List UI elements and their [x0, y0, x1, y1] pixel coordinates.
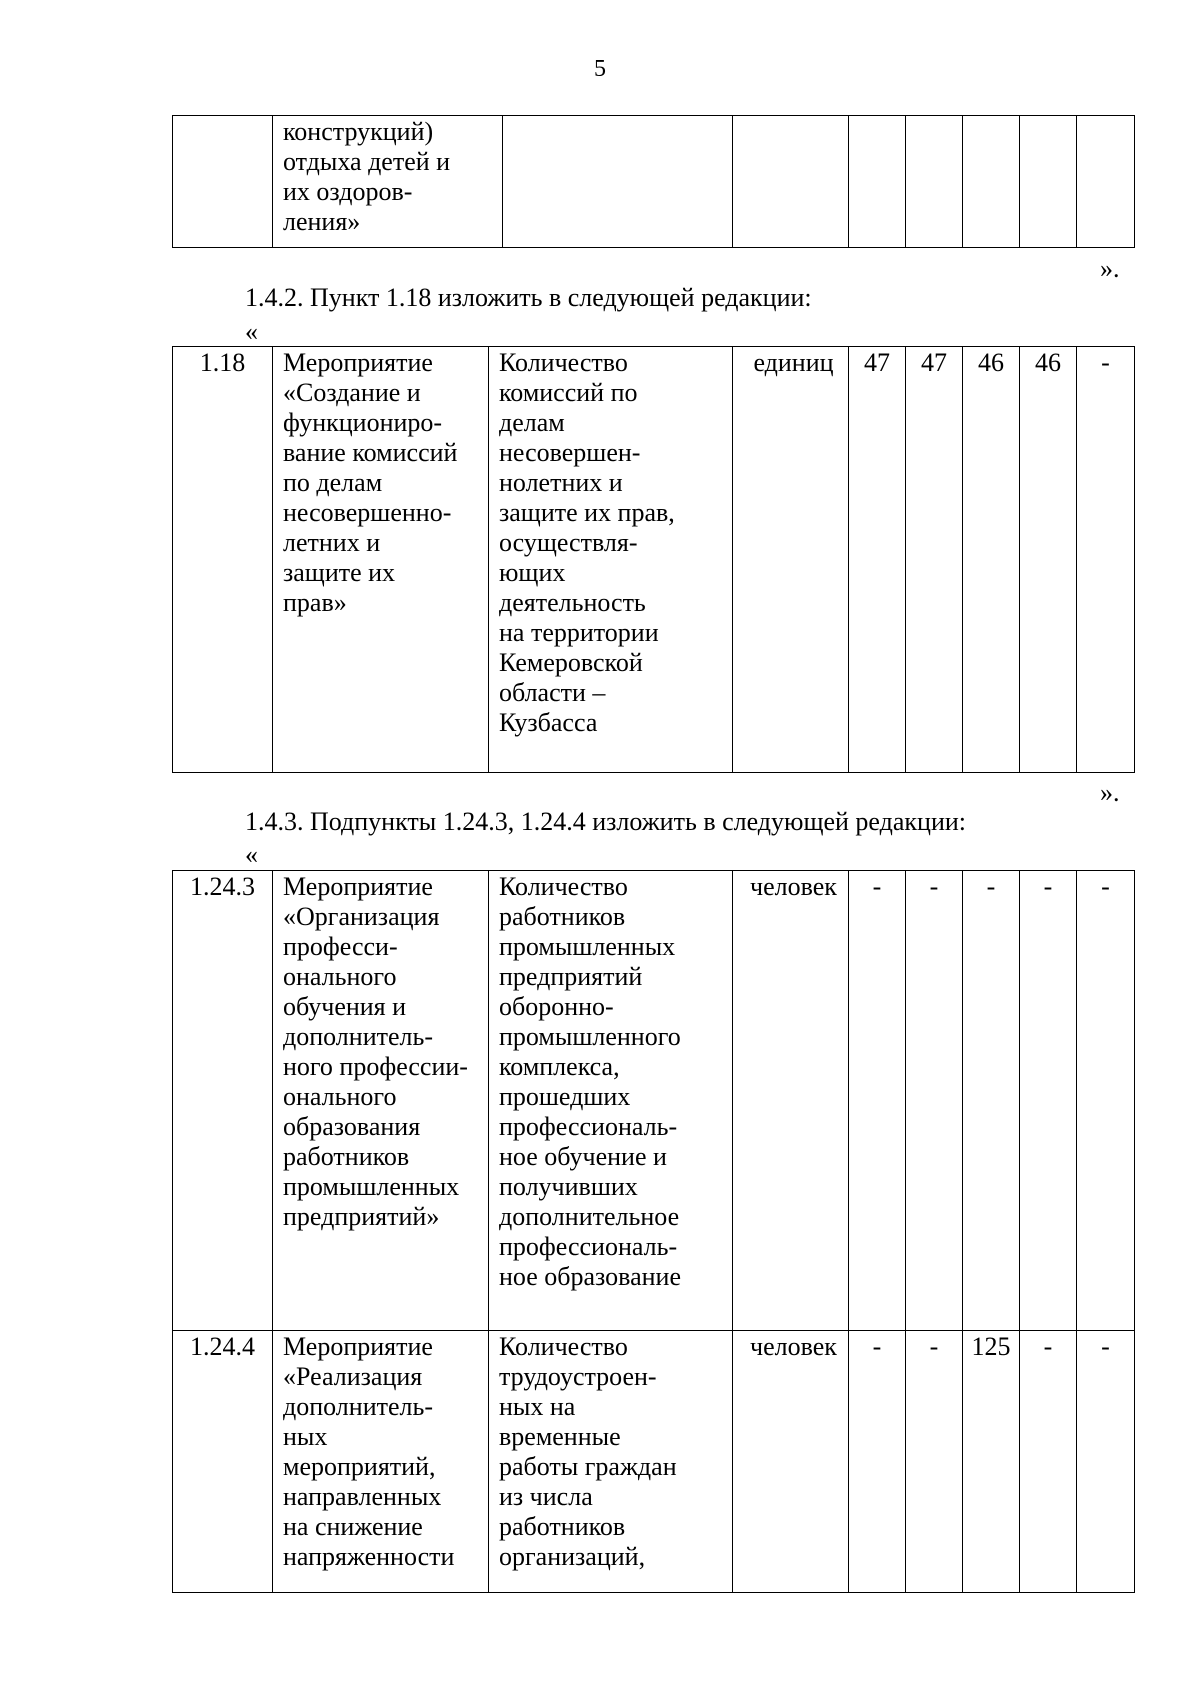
row-number-cell: 1.24.4	[173, 1331, 273, 1593]
table-row	[173, 1331, 1135, 1593]
value-cell: 46	[963, 347, 1020, 773]
value-cell	[1020, 116, 1077, 248]
event-name-cell: Мероприятие «Реализация дополнитель- ных мероприятий, направленных на снижение напряженности	[273, 1331, 489, 1593]
indicator-cell	[503, 116, 733, 248]
table-row	[173, 871, 1135, 1331]
unit-cell: человек	[733, 1331, 849, 1593]
unit-cell	[733, 116, 849, 248]
indicator-cell: Количество работников промышленных предприятий оборонно- промышленного комплекса, прошедших профессиональ- ное обучение и получивших дополнительное профессиональ- ное образование	[489, 871, 733, 1331]
value-cell	[906, 116, 963, 248]
value-cell	[1077, 116, 1135, 248]
value-cell: -	[963, 871, 1020, 1331]
closing-quote: ».	[1100, 254, 1120, 283]
value-cell: 47	[906, 347, 963, 773]
value-cell: -	[906, 871, 963, 1331]
event-name-cell: Мероприятие «Создание и функциониро- вание комиссий по делам несовершенно- летних и защите их прав»	[273, 347, 489, 773]
table-item-1-18	[172, 346, 1135, 773]
event-name-cell: конструкций) отдыха детей и их оздоров- ления»	[273, 116, 503, 248]
continuation-table	[172, 115, 1135, 248]
value-cell: -	[906, 1331, 963, 1593]
indicator-cell: Количество комиссий по делам несовершен- нолетних и защите их прав, осуществля- ющих деятельность на территории Кемеровской области – Кузбасса	[489, 347, 733, 773]
indicator-cell: Количество трудоустроен- ных на временные работы граждан из числа работников организаций,	[489, 1331, 733, 1593]
row-number-cell	[173, 116, 273, 248]
value-cell: -	[849, 871, 906, 1331]
opening-quote: «	[245, 317, 258, 346]
closing-quote: ».	[1100, 778, 1120, 807]
unit-cell: единиц	[733, 347, 849, 773]
unit-cell: человек	[733, 871, 849, 1331]
value-cell: 125	[963, 1331, 1020, 1593]
row-number-cell: 1.18	[173, 347, 273, 773]
table-items-1-24	[172, 870, 1135, 1593]
paragraph-1-4-3: 1.4.3. Подпункты 1.24.3, 1.24.4 изложить в следующей редакции:	[245, 807, 966, 836]
value-cell	[849, 116, 906, 248]
value-cell: 47	[849, 347, 906, 773]
row-number-cell: 1.24.3	[173, 871, 273, 1331]
table-row	[173, 116, 1135, 248]
page-number: 5	[594, 56, 606, 82]
table-row	[173, 347, 1135, 773]
opening-quote: «	[245, 840, 258, 869]
paragraph-1-4-2: 1.4.2. Пункт 1.18 изложить в следующей редакции:	[245, 283, 812, 312]
value-cell: -	[1077, 347, 1135, 773]
value-cell: -	[1077, 1331, 1135, 1593]
event-name-cell: Мероприятие «Организация професси- онального обучения и дополнитель- ного профессии- онального образования работников промышленных предприятий»	[273, 871, 489, 1331]
value-cell	[963, 116, 1020, 248]
value-cell: -	[1020, 871, 1077, 1331]
value-cell: -	[1077, 871, 1135, 1331]
value-cell: -	[849, 1331, 906, 1593]
value-cell: -	[1020, 1331, 1077, 1593]
value-cell: 46	[1020, 347, 1077, 773]
